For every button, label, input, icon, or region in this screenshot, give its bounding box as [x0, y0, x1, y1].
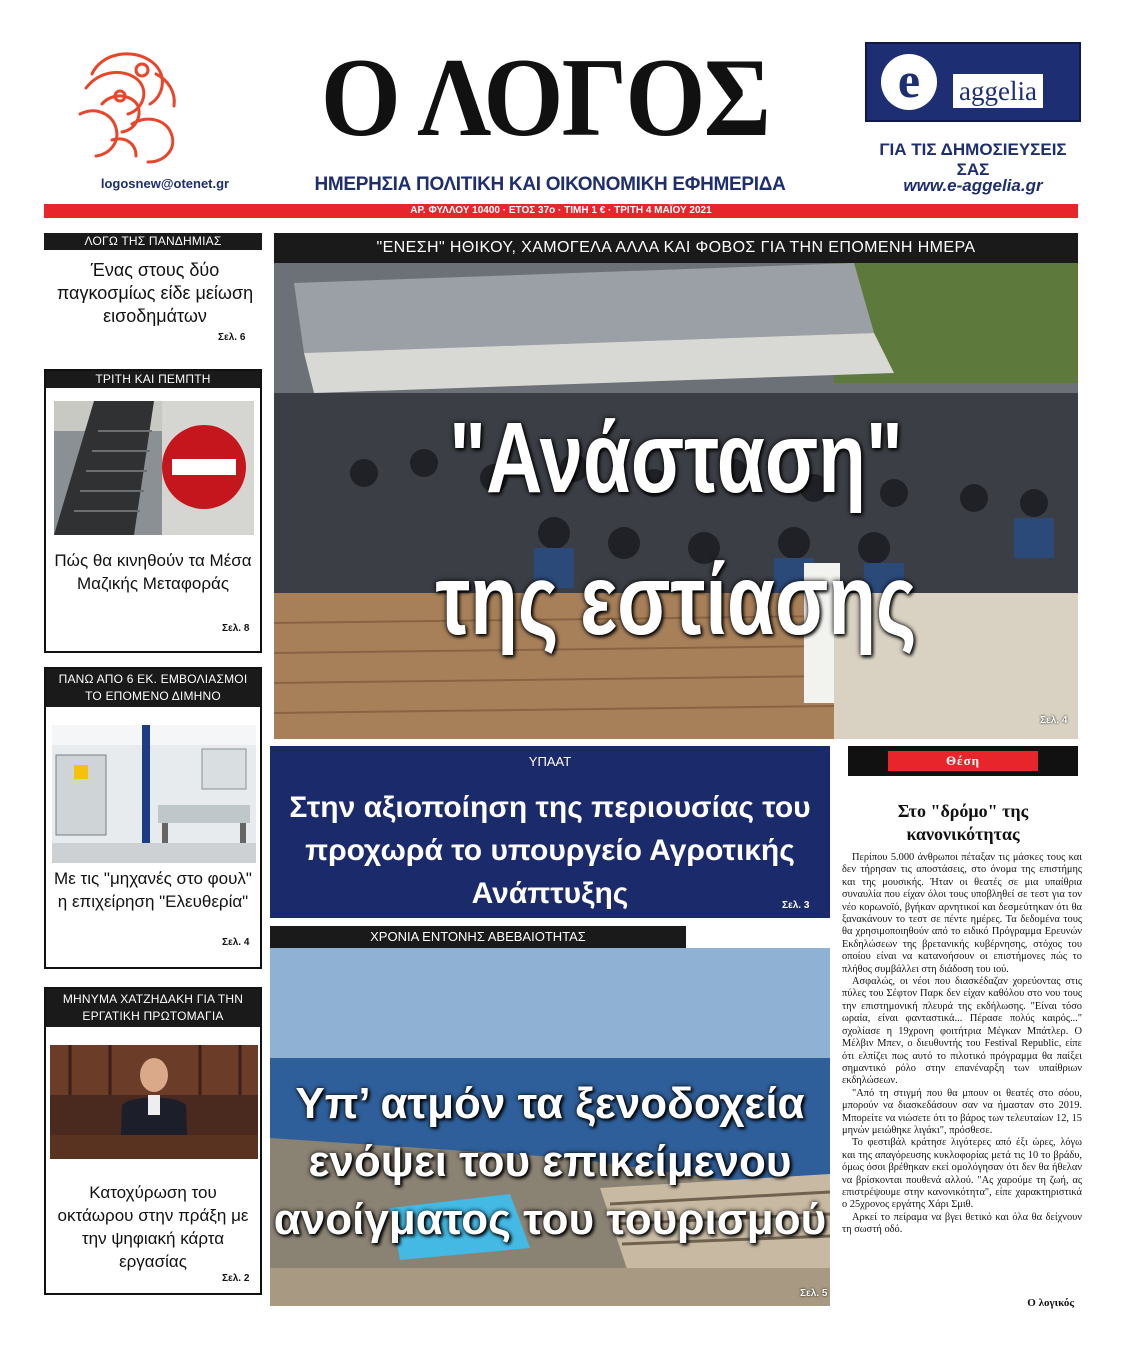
ad-tagline: ΓΙΑ ΤΙΣ ΔΗΜΟΣΙΕΥΣΕΙΣ ΣΑΣ [879, 140, 1067, 179]
sidebar-story-1-header: ΛΟΓΩ ΤΗΣ ΠΑΝΔΗΜΙΑΣ [44, 233, 262, 250]
sidebar-story-2[interactable] [44, 369, 262, 653]
editorial-signature: Ο λογικός [1027, 1297, 1074, 1309]
parliament-speaker-photo [50, 1045, 258, 1159]
e-aggelia-ad[interactable] [865, 42, 1081, 122]
sidebar-story-3-header: ΠΑΝΩ ΑΠΟ 6 ΕΚ. ΕΜΒΟΛΙΑΣΜΟΙ ΤΟ ΕΠΟΜΕΝΟ ΔΙΜΗΝΟ [46, 669, 260, 707]
tourism-headline-line-2: ενόψει του επικείμενου [308, 1137, 792, 1186]
ad-url-link[interactable]: www.e-aggelia.gr [903, 176, 1043, 195]
issue-line: ΑΡ. ΦΥΛΛΟΥ 10400 · ΕΤΟΣ 37ο · ΤΙΜΗ 1 € · ΤΡΙΤΗ 4 ΜΑΪΟΥ 2021 [410, 205, 712, 216]
tourism-story-page: Σελ. 5 [800, 1288, 828, 1299]
newspaper-title: Ο ΛΟΓΟΣ [320, 36, 770, 160]
ministry-story-page: Σελ. 3 [782, 900, 810, 911]
tourism-headline-line-3: ανοίγματος του τουρισμού [273, 1195, 827, 1244]
editorial-body [842, 852, 1082, 1237]
main-headline-line-2: της εστίασης [435, 544, 917, 656]
sidebar-story-4-title: Κατοχύρωση του οκτάωρου στην πράξη με την ψηφιακή κάρτα εργασίας [57, 1183, 249, 1271]
editorial-label: Θέση [888, 751, 1038, 771]
main-story-header: "ΕΝΕΣΗ" ΗΘΙΚΟΥ, ΧΑΜΟΓΕΛΑ ΑΛΛΑ ΚΑΙ ΦΟΒΟΣ ΓΙΑ ΤΗΝ ΕΠΟΜΕΝΗ ΗΜΕΡΑ [274, 233, 1078, 263]
ministry-story[interactable] [270, 746, 830, 918]
editorial-paragraph: "Από τη στιγμή που θα μπουν οι θεατές στο σόου, μπορούν να διασκεδάσουν σαν να ήμασταν στο 2019. Μπορείτε να νιώσετε ότι το βάρος των τελευταίων 12, 15 μηνών μειώθηκε λιγάκι", πρόσθεσε. [842, 1087, 1082, 1136]
editorial-paragraph: Το φεστιβάλ κράτησε λιγότερες από έξι ώρες, λόγω και της απαγόρευσης κυκλοφορίας μετά τις 10 το βράδυ, όμως όσοι βρέθηκαν εκεί ομολόγησαν ότι δεν θα ήθελαν να βρίσκονται πουθενά αλλού. "Ας χαρούμε τη ζωή, ας επιστρέψουμε στην κανονικότητα", είπε χαρακτηριστικά ο 25χρονος εργάτης Χάρι Σμιθ. [842, 1137, 1082, 1211]
sidebar-story-2-title: Πώς θα κινηθούν τα Μέσα Μαζικής Μεταφοράς [54, 551, 252, 593]
sidebar-story-4-header: ΜΗΝΥΜΑ ΧΑΤΖΗΔΑΚΗ ΓΙΑ ΤΗΝ ΕΡΓΑΤΙΚΗ ΠΡΩΤΟΜΑΓΙΑ [46, 989, 260, 1027]
ministry-story-label: ΥΠΑΑΤ [528, 754, 572, 769]
sidebar-story-1-title[interactable]: Ένας στους δύο παγκοσμίως είδε μείωση εισοδημάτων [56, 260, 254, 326]
main-headline-line-1: "Ανάσταση" [449, 402, 903, 514]
editorial-title[interactable]: Στο "δρόμο" της κανονικότητας [897, 801, 1029, 844]
sidebar-story-4[interactable] [44, 987, 262, 1295]
tourism-story[interactable] [270, 948, 830, 1306]
tourism-story-header: ΧΡΟΝΙΑ ΕΝΤΟΝΗΣ ΑΒΕΒΑΙΟΤΗΤΑΣ [270, 926, 686, 948]
e-aggelia-logo-letter: e [881, 54, 937, 110]
main-story[interactable] [274, 263, 1078, 739]
sidebar-story-3-page: Σελ. 4 [222, 937, 250, 948]
editorial-paragraph: Αρκεί το πείραμα να βγει θετικό και όλα θα δείχνουν τη σωστή οδό. [842, 1211, 1082, 1236]
escalator-no-entry-photo [54, 401, 254, 535]
vaccination-room-photo [52, 725, 256, 863]
contact-email: logosnew@otenet.gr [100, 176, 230, 191]
logo-figures-icon [72, 44, 184, 168]
editorial-label-bar [848, 746, 1078, 776]
e-aggelia-logo-text: aggelia [953, 74, 1043, 108]
editorial-paragraph: Περίπου 5.000 άνθρωποι πέταξαν τις μάσκες τους και δεν τήρησαν τις αποστάσεις, στο όνομα της επιστήμης και της μουσικής. Ήταν οι θεατές σε μια υπαίθρια συναυλία που είχαν όλοι τους υποβληθεί σε τεστ για τον νέο κορωνοϊό, βγήκαν αρνητικοί και δεσμεύτηκαν ότι θα ξανακάνουν το τεστ σε πέντε ημέρες. Τα δεδομένα τους θα χρησιμοποιηθούν από το ειδικό Πρόγραμμα Ερευνών Εκδηλώσεων της βρετανικής κυβέρνησης, στόχος του οποίου είναι να κατανοήσουν οι επιστήμονες πώς το πλήθος συμβάλλει στη διάδοση του ιού. [842, 852, 1082, 975]
editorial-paragraph: Ασφαλώς, οι νέοι που διασκέδαζαν χορεύοντας στις πύλες του Σέφτον Παρκ δεν είχαν καθόλου στο νου τους την επιστημονική πλευρά της εκδήλωσης. "Είναι τόσο ωραία, είναι φανταστικά... Πέρασε πολύς καιρός..." σχολίασε η 19χρονη φοιτήτρια Μέγκαν Μπάτλερ. Ο Μέλβιν Μπεν, ο διευθυντής του Festival Republic, είπε ότι ελπίζει πως αυτό το πιλοτικό πρόγραμμα θα παίξει σημαντικό ρόλο στην επανέναρξη των υπαίθριων εκδηλώσεων. [842, 976, 1082, 1087]
sidebar-story-2-header: ΤΡΙΤΗ ΚΑΙ ΠΕΜΠΤΗ [46, 371, 260, 388]
sidebar-story-4-page: Σελ. 2 [222, 1273, 250, 1284]
sidebar-story-2-page: Σελ. 8 [222, 623, 250, 634]
main-story-page: Σελ. 4 [1040, 715, 1068, 726]
tourism-headline-line-1: Υπ’ ατμόν τα ξενοδοχεία [295, 1079, 805, 1128]
ministry-story-title: Στην αξιοποίηση της περιουσίας του προχωρά το υπουργείο Αγροτικής Ανάπτυξης [289, 791, 811, 910]
sidebar-story-3-title: Με τις "μηχανές στο φουλ" η επιχείρηση "Ελευθερία" [54, 869, 252, 911]
sidebar-story-3[interactable] [44, 667, 262, 969]
newspaper-subtitle: ΗΜΕΡΗΣΙΑ ΠΟΛΙΤΙΚΗ ΚΑΙ ΟΙΚΟΝΟΜΙΚΗ ΕΦΗΜΕΡΙΔΑ [314, 174, 786, 195]
sidebar-story-1-page: Σελ. 6 [218, 332, 246, 343]
